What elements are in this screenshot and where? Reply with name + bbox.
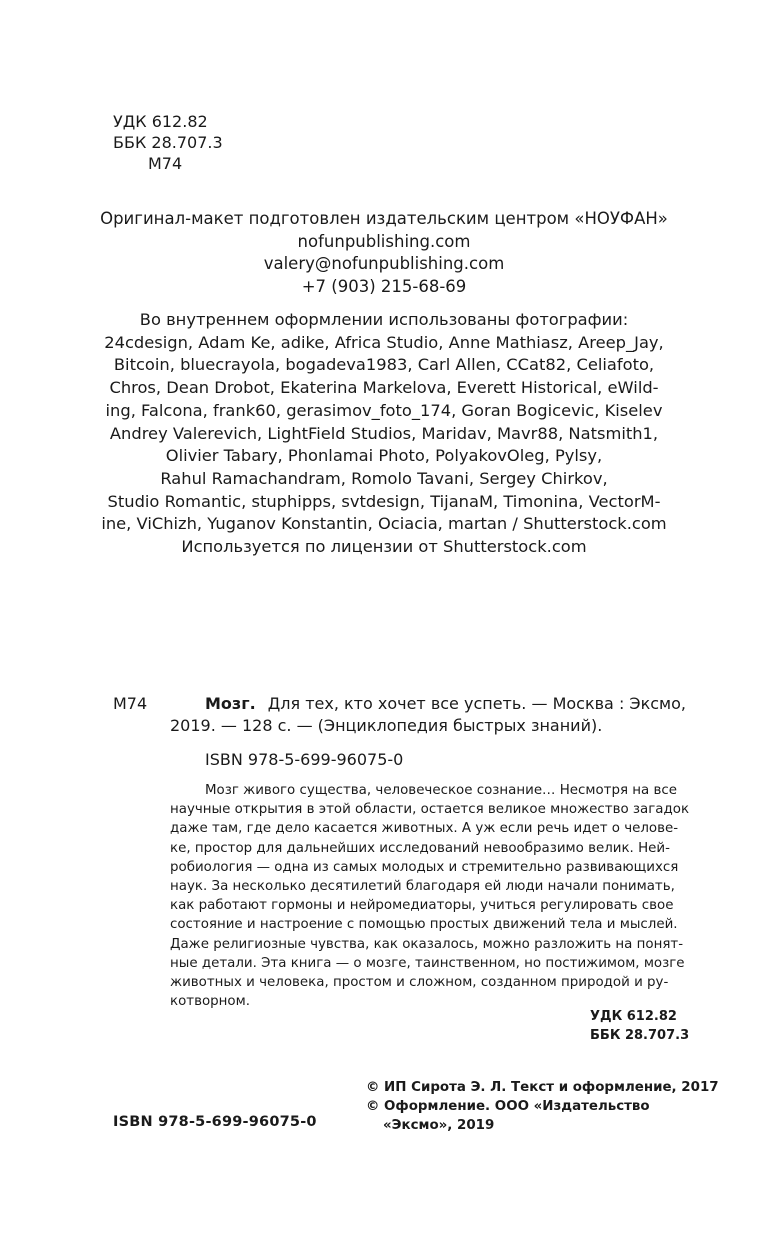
catalog-series-line: 2019. — 128 с. — (Энциклопедия быстрых знаний). [170, 716, 603, 735]
publisher-website: nofunpublishing.com [297, 231, 471, 251]
photo-credits-line: 24cdesign, Adam Ke, adike, Africa Studio, Anne Mathiasz, Areep_Jay, [104, 332, 664, 352]
catalog-title-rest: Для тех, кто хочет все успеть. — Москва : Эксмо, [267, 694, 686, 713]
publisher-phone: +7 (903) 215-68-69 [301, 277, 467, 297]
photo-credits-line: Olivier Tabary, Phonlamai Photo, PolyakovOleg, Pylsy, [165, 446, 603, 466]
annotation-line: ке, простор для дальнейших исследований невообразимо велик. Ней- [170, 840, 670, 856]
photo-credits-line: Используется по лицензии от Shutterstock.com [181, 537, 587, 557]
publisher-line: Оригинал-макет подготовлен издательским центром «НОУФАН» [100, 209, 668, 228]
udk-code: УДК 612.82 [113, 112, 208, 131]
annotation-line: животных и человека, простом и сложном, созданном природой и ру- [170, 975, 669, 991]
photo-credits-line: Rahul Ramachandram, Romolo Tavani, Sergey Chirkov, [160, 468, 608, 488]
annotation-line: как работают гормоны и нейромедиаторы, учиться регулировать свое [170, 898, 674, 914]
catalog-card-code: М74 [113, 694, 148, 713]
copyright-text: © ИП Сирота Э. Л. Текст и оформление, 2017 [366, 1080, 719, 1095]
photo-credits-line: Bitcoin, bluecrayola, bogadeva1983, Carl Allen, CCat82, Celiafoto, [113, 355, 655, 375]
publisher-email: valery@nofunpublishing.com [263, 254, 505, 274]
photo-credits-line: ine, ViChizh, Yuganov Konstantin, Ociacia, martan / Shutterstock.com [101, 514, 667, 534]
classification-block [113, 111, 223, 174]
author-sign: М74 [148, 154, 183, 173]
annotation-line: Мозг живого существа, человеческое сознание… Несмотря на все [205, 783, 677, 798]
copyright-design: © Оформление. ООО «Издательство [366, 1099, 650, 1114]
catalog-title-line [170, 693, 686, 715]
annotation-line: ные детали. Эта книга — о мозге, таинственном, но постижимом, мозге [170, 955, 685, 971]
photo-credits-line: ing, Falcona, frank60, gerasimov_foto_174, Goran Bogicevic, Kiselev [105, 400, 663, 420]
annotation-line: Даже религиозные чувства, как оказалось, можно разложить на понят- [170, 936, 684, 952]
udk-code: УДК 612.82 [590, 1009, 677, 1024]
annotation-line: даже там, где дело касается животных. А уж если речь идет о челове- [170, 821, 679, 837]
bbk-code: ББК 28.707.3 [113, 133, 223, 152]
book-title: Мозг. [205, 694, 256, 713]
bbk-code: ББК 28.707.3 [590, 1028, 690, 1043]
photo-credits-line: Andrey Valerevich, LightField Studios, Maridav, Mavr88, Natsmith1, [109, 423, 659, 443]
catalog-isbn: ISBN 978-5-699-96075-0 [205, 750, 404, 769]
annotation-line: состояние и настроение с помощью простых движений тела и мыслей. [170, 917, 678, 933]
photo-credits [0, 309, 768, 559]
catalog-card [170, 693, 686, 737]
copyright-block [366, 1078, 719, 1135]
annotation-line: котворном. [170, 994, 250, 1010]
copyright-publisher: «Эксмо», 2019 [383, 1118, 495, 1133]
annotation-line: наук. За несколько десятилетий благодаря ей люди начали понимать, [170, 879, 675, 895]
isbn-bottom: ISBN 978-5-699-96075-0 [113, 1114, 317, 1130]
publisher-credit [0, 208, 768, 299]
annotation-codes [590, 1007, 689, 1045]
annotation-line: научные открытия в этой области, остается великое множество загадок [170, 802, 690, 818]
photo-credits-line: Во внутреннем оформлении использованы фотографии: [139, 310, 629, 329]
annotation [170, 781, 690, 1011]
photo-credits-line: Studio Romantic, stuphipps, svtdesign, TijanaM, Timonina, VectorM- [107, 491, 661, 511]
photo-credits-line: Chros, Dean Drobot, Ekaterina Markelova, Everett Historical, eWild- [109, 378, 659, 398]
annotation-line: робиология — одна из самых молодых и стремительно развивающихся [170, 859, 679, 875]
